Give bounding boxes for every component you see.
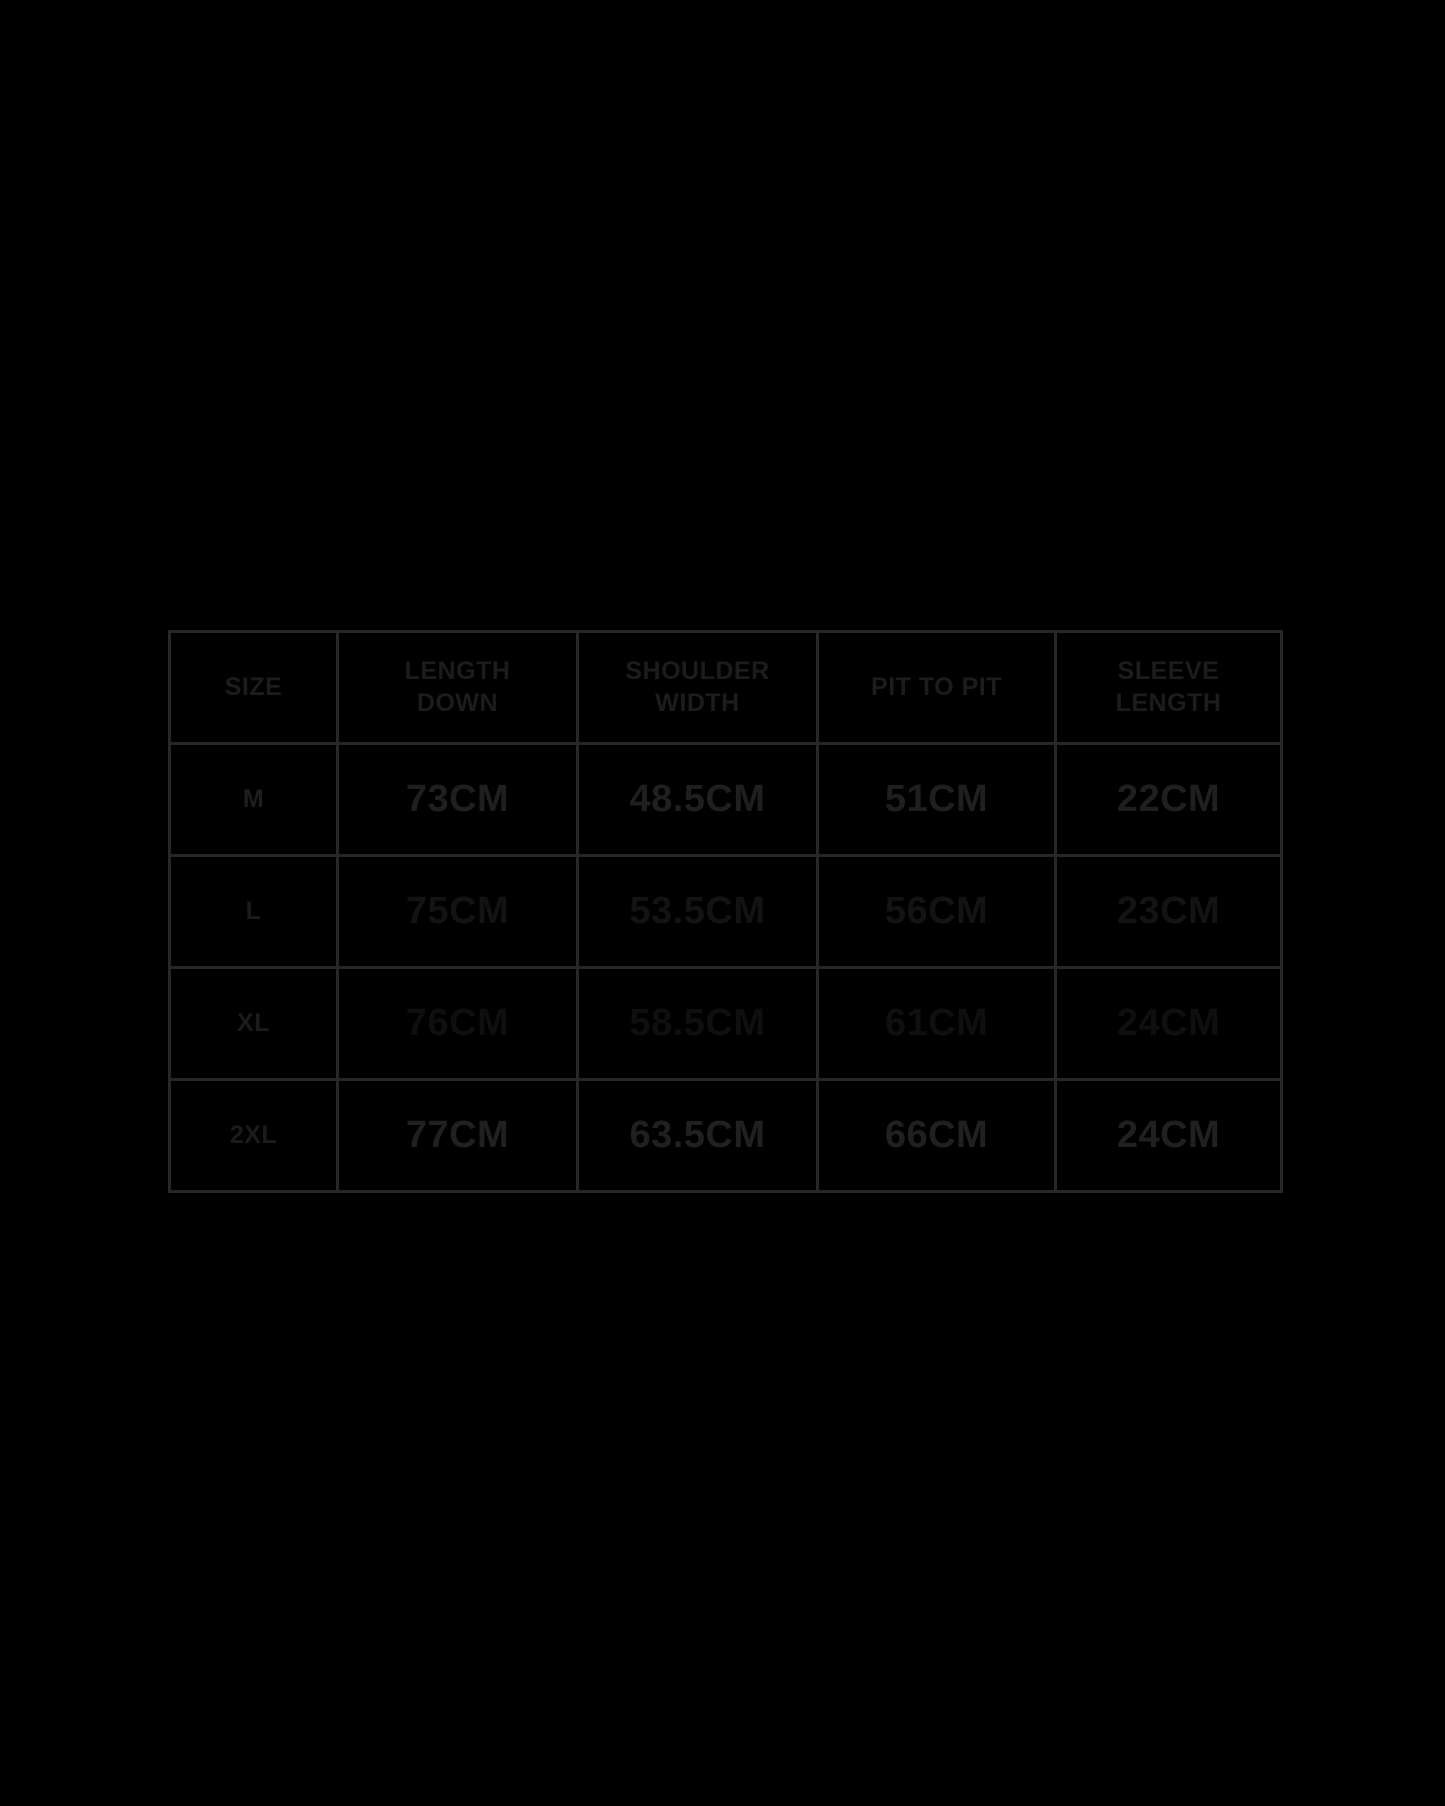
table-body <box>170 744 1282 1192</box>
cell-length-down <box>338 1080 578 1192</box>
table-row <box>170 856 1282 968</box>
cell-size <box>170 744 338 856</box>
cell-shoulder-width <box>578 1080 818 1192</box>
cell-size-value: 2XL <box>229 1121 278 1149</box>
cell-pit-to-pit <box>818 744 1056 856</box>
size-chart-container <box>168 630 1280 1193</box>
cell-shoulder-width-value: 53.5CM <box>629 890 766 932</box>
cell-pit-to-pit-value: 51CM <box>884 778 989 820</box>
cell-length-down <box>338 968 578 1080</box>
cell-shoulder-width <box>578 744 818 856</box>
cell-length-down-value: 75CM <box>405 890 510 932</box>
table-row <box>170 1080 1282 1192</box>
cell-pit-to-pit-value: 66CM <box>884 1114 989 1156</box>
column-header-pit-to-pit <box>818 632 1056 744</box>
cell-sleeve-length <box>1056 1080 1282 1192</box>
cell-shoulder-width-value: 48.5CM <box>629 778 766 820</box>
cell-pit-to-pit-value: 56CM <box>884 890 989 932</box>
column-header-size <box>170 632 338 744</box>
column-header-length-down <box>338 632 578 744</box>
column-header-sleeve-length-line1: SLEEVE <box>1117 657 1220 686</box>
table-header <box>170 632 1282 744</box>
column-header-length-down-line2: DOWN <box>416 688 499 717</box>
cell-sleeve-length-value: 24CM <box>1116 1002 1221 1044</box>
cell-pit-to-pit <box>818 1080 1056 1192</box>
table-row <box>170 744 1282 856</box>
cell-sleeve-length-value: 22CM <box>1116 778 1221 820</box>
cell-size <box>170 1080 338 1192</box>
cell-pit-to-pit <box>818 856 1056 968</box>
column-header-sleeve-length <box>1056 632 1282 744</box>
table-row <box>170 968 1282 1080</box>
column-header-pit-to-pit-line1: PIT TO PIT <box>871 672 1002 701</box>
cell-size-value: M <box>242 785 265 813</box>
cell-length-down <box>338 744 578 856</box>
cell-size-value: L <box>245 897 262 925</box>
cell-pit-to-pit <box>818 968 1056 1080</box>
column-header-size-line1: SIZE <box>224 672 283 701</box>
cell-sleeve-length-value: 24CM <box>1116 1114 1221 1156</box>
cell-sleeve-length-value: 23CM <box>1116 890 1221 932</box>
cell-sleeve-length <box>1056 744 1282 856</box>
cell-pit-to-pit-value: 61CM <box>884 1002 989 1044</box>
cell-length-down-value: 77CM <box>405 1114 510 1156</box>
cell-shoulder-width-value: 58.5CM <box>629 1002 766 1044</box>
column-header-sleeve-length-line2: LENGTH <box>1115 688 1222 717</box>
header-row <box>170 632 1282 744</box>
size-chart-table <box>168 630 1283 1193</box>
cell-shoulder-width-value: 63.5CM <box>629 1114 766 1156</box>
cell-length-down-value: 76CM <box>405 1002 510 1044</box>
column-header-length-down-line1: LENGTH <box>404 657 511 686</box>
cell-length-down <box>338 856 578 968</box>
cell-size <box>170 968 338 1080</box>
cell-size-value: XL <box>237 1009 270 1037</box>
cell-length-down-value: 73CM <box>405 778 510 820</box>
cell-sleeve-length <box>1056 968 1282 1080</box>
cell-sleeve-length <box>1056 856 1282 968</box>
cell-size <box>170 856 338 968</box>
column-header-shoulder-width-line1: SHOULDER <box>625 657 770 686</box>
cell-shoulder-width <box>578 856 818 968</box>
column-header-shoulder-width <box>578 632 818 744</box>
cell-shoulder-width <box>578 968 818 1080</box>
column-header-shoulder-width-line2: WIDTH <box>655 688 740 717</box>
